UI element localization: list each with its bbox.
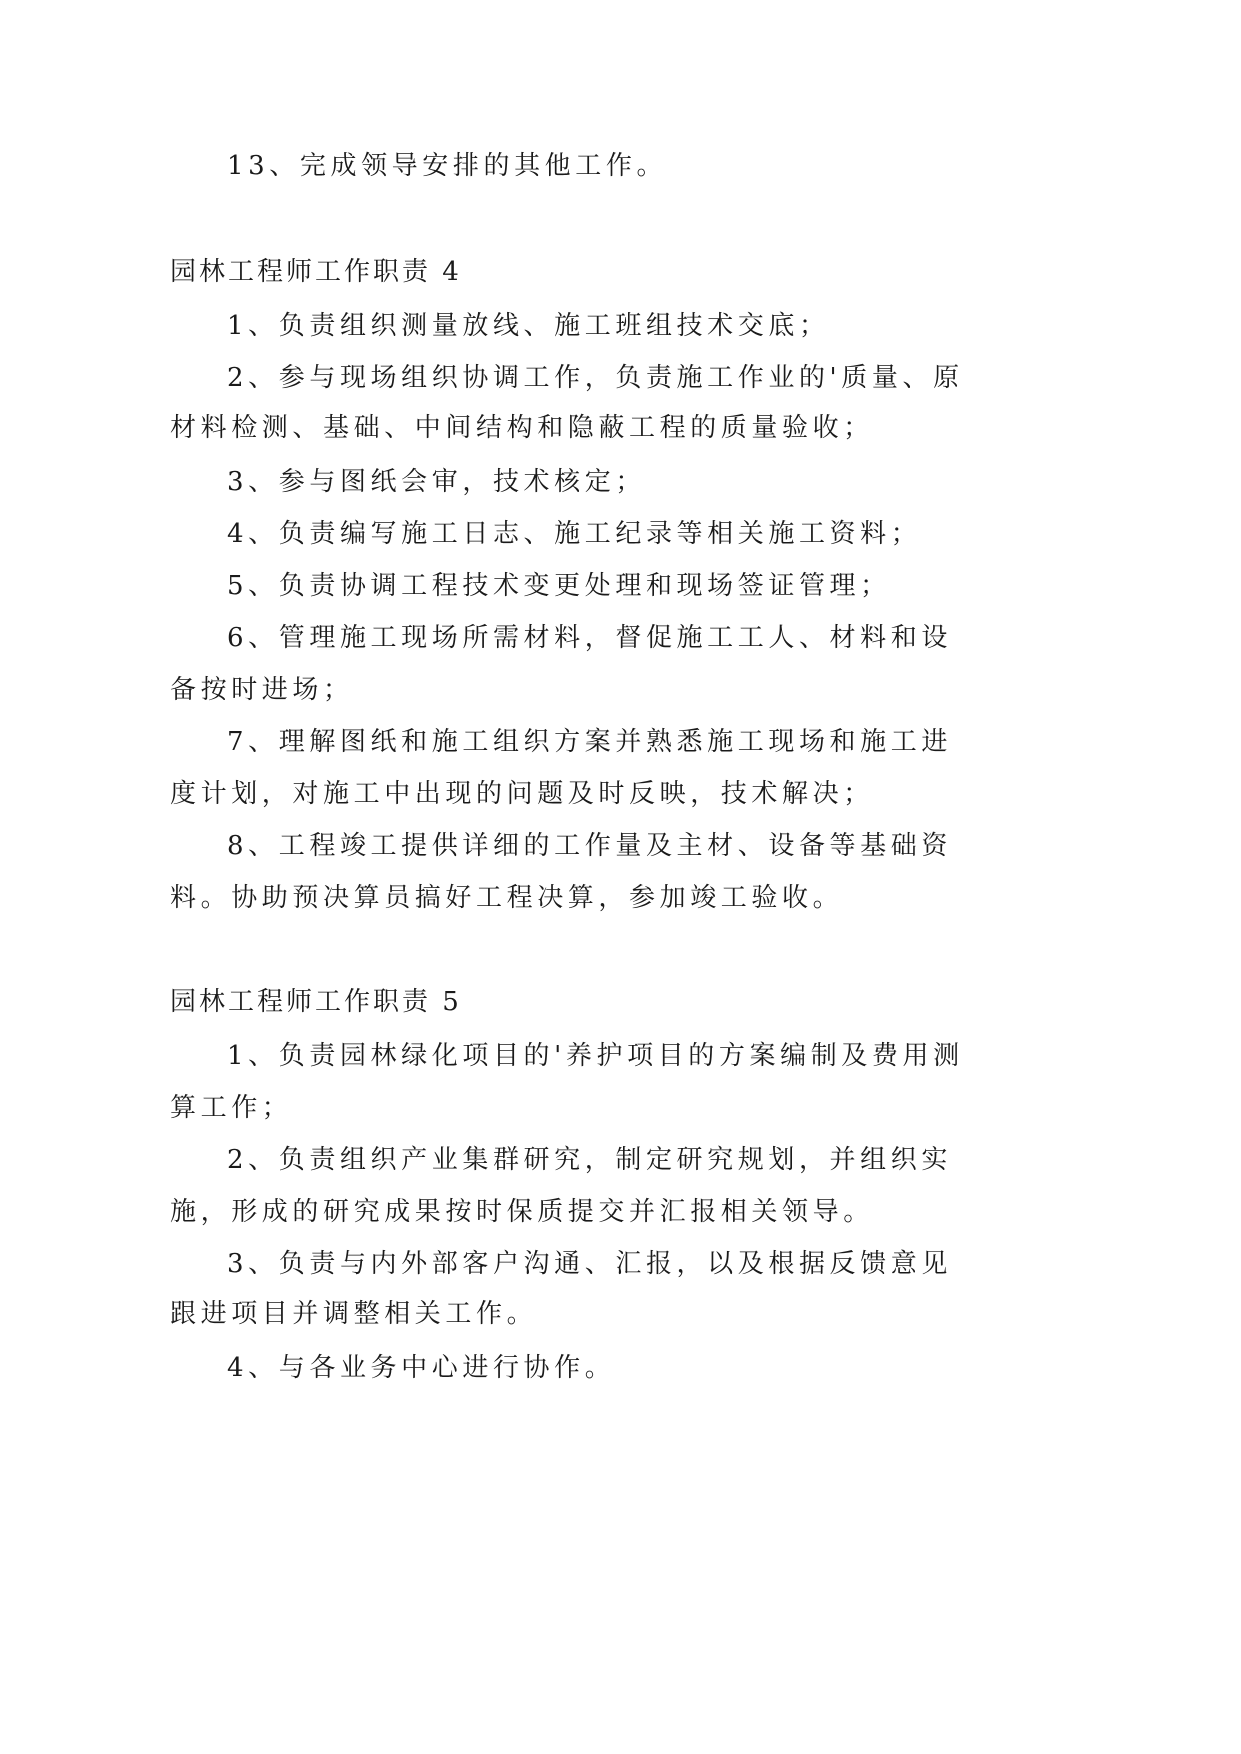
section-heading: 园林工程师工作职责 5 — [170, 987, 462, 1017]
paragraph-line: 施，形成的研究成果按时保质提交并汇报相关领导。 — [170, 1197, 874, 1227]
paragraph-line: 度计划，对施工中出现的问题及时反映，技术解决； — [170, 779, 874, 809]
section-heading: 园林工程师工作职责 4 — [170, 257, 462, 287]
paragraph-line: 材料检测、基础、中间结构和隐蔽工程的质量验收； — [170, 413, 874, 443]
paragraph-line: 2、负责组织产业集群研究，制定研究规划，并组织实 — [227, 1145, 952, 1175]
paragraph-line: 3、负责与内外部客户沟通、汇报，以及根据反馈意见 — [227, 1249, 952, 1279]
paragraph-line: 4、负责编写施工日志、施工纪录等相关施工资料； — [227, 519, 922, 549]
paragraph-line: 13、完成领导安排的其他工作。 — [227, 151, 668, 181]
paragraph-line: 2、参与现场组织协调工作，负责施工作业的'质量、原 — [227, 363, 964, 393]
paragraph-line: 备按时进场； — [170, 675, 354, 705]
paragraph-line: 4、与各业务中心进行协作。 — [227, 1353, 616, 1383]
paragraph-line: 8、工程竣工提供详细的工作量及主材、设备等基础资 — [227, 831, 952, 861]
paragraph-line: 1、负责组织测量放线、施工班组技术交底； — [227, 311, 830, 341]
paragraph-line: 3、参与图纸会审，技术核定； — [227, 467, 646, 497]
paragraph-line: 料。协助预决算员搞好工程决算，参加竣工验收。 — [170, 883, 844, 913]
paragraph-line: 5、负责协调工程技术变更处理和现场签证管理； — [227, 571, 891, 601]
paragraph-line: 跟进项目并调整相关工作。 — [170, 1299, 538, 1329]
paragraph-line: 6、管理施工现场所需材料，督促施工工人、材料和设 — [227, 623, 952, 653]
paragraph-line: 1、负责园林绿化项目的'养护项目的方案编制及费用测 — [227, 1041, 964, 1071]
paragraph-line: 7、理解图纸和施工组织方案并熟悉施工现场和施工进 — [227, 727, 952, 757]
paragraph-line: 算工作； — [170, 1093, 293, 1123]
